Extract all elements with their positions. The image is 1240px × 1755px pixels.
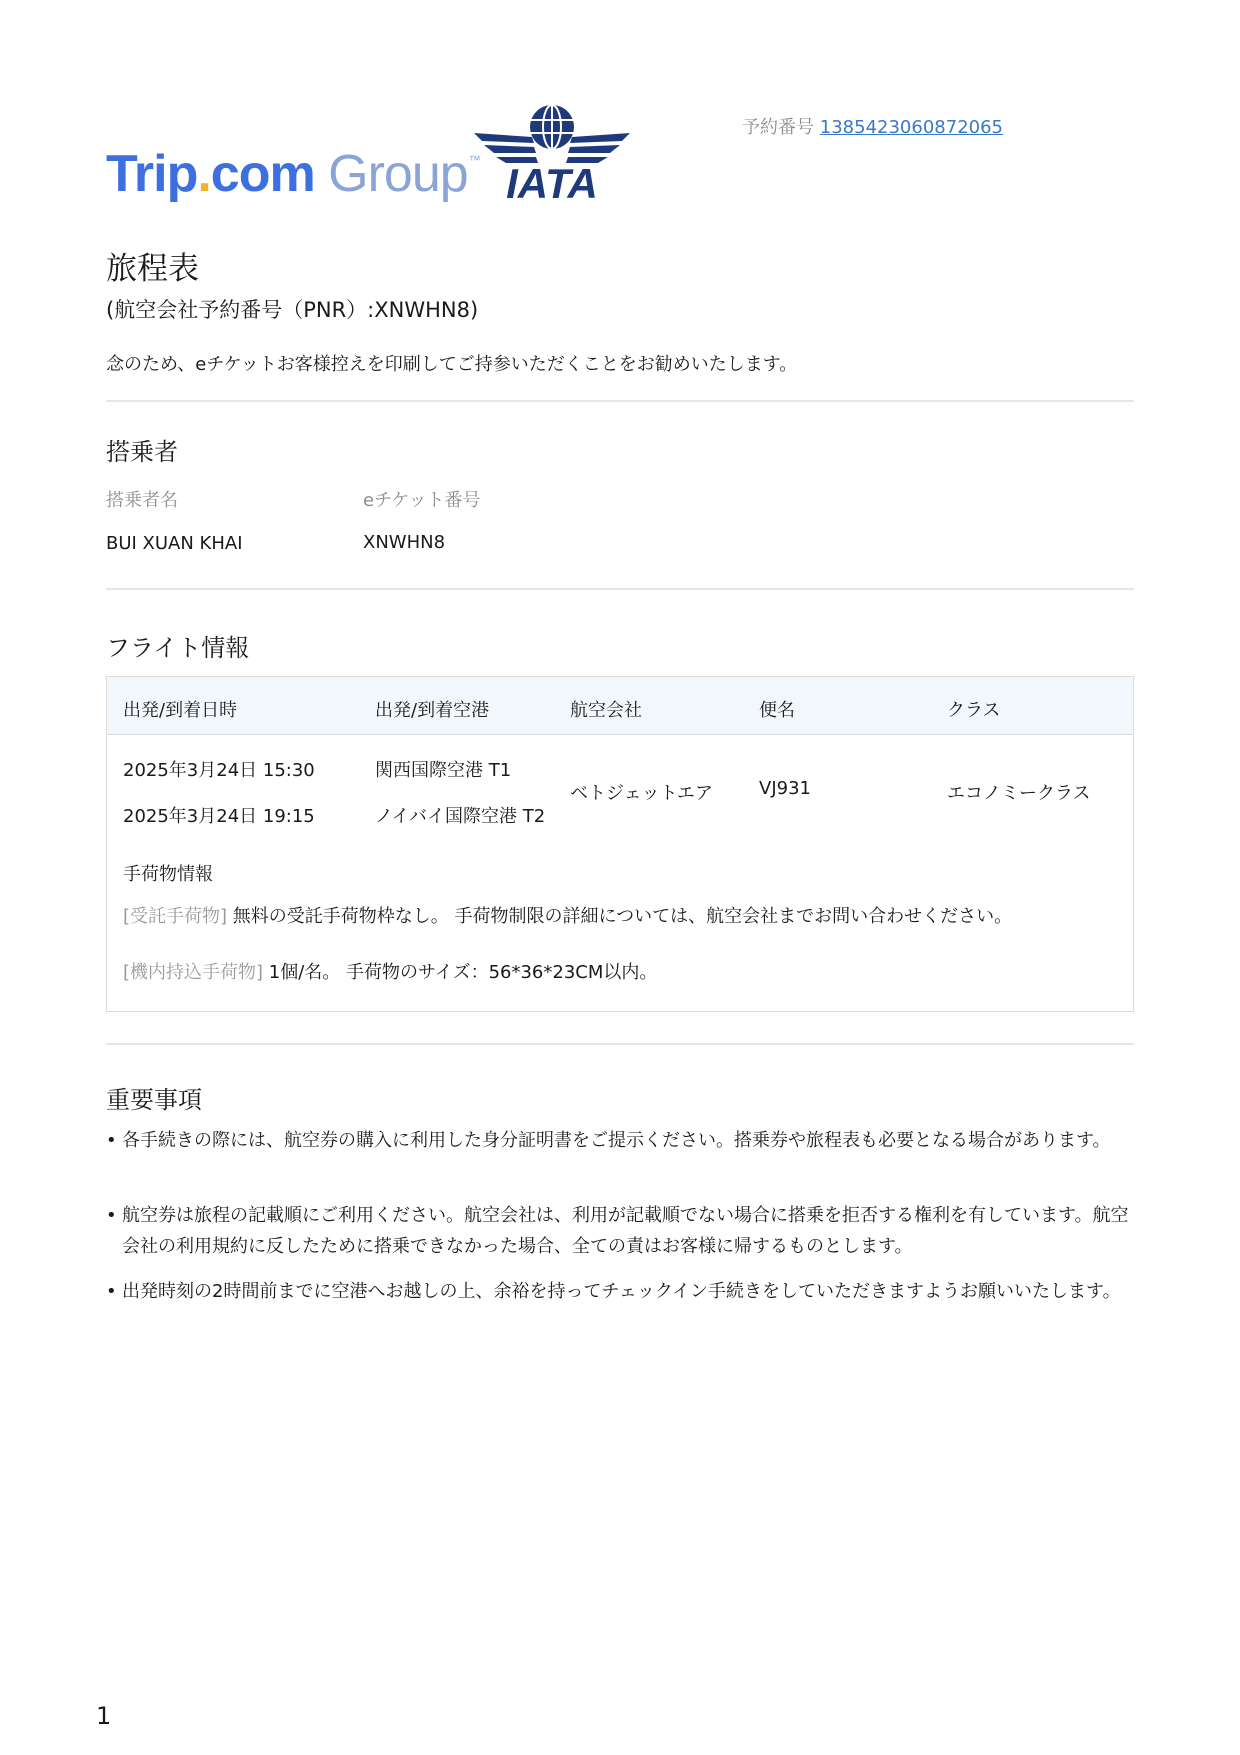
bullet: •	[106, 1281, 117, 1302]
important-note-1	[106, 1125, 1136, 1156]
svg-text:IATA: IATA	[506, 160, 598, 203]
iata-logo	[474, 103, 630, 203]
arrival-time: 2025年3月24日 19:15	[123, 806, 315, 827]
trip-com-group-logo: Trip.com Group™	[106, 145, 480, 203]
divider	[106, 400, 1134, 402]
arrival-airport: ノイバイ国際空港 T2	[375, 806, 546, 827]
departure-time: 2025年3月24日 15:30	[123, 760, 315, 781]
page-title: 旅程表	[106, 251, 199, 287]
important-note-text: 各手続きの際には、航空券の購入に利用した身分証明書をご提示ください。搭乗券や旅程表も必要となる場合があります。	[122, 1130, 1111, 1151]
carryon-baggage-label: [機内持込手荷物]	[123, 962, 264, 983]
baggage-heading: 手荷物情報	[123, 864, 213, 885]
col-airline: 航空会社	[570, 700, 642, 721]
carryon-baggage-text: 1個/名。 手荷物のサイズ：56*36*23CM以内。	[268, 962, 658, 983]
flight-table-header	[107, 677, 1133, 735]
bullet: •	[106, 1205, 117, 1226]
col-datetime: 出発/到着日時	[123, 700, 238, 721]
passenger-heading: 搭乗者	[106, 438, 178, 466]
booking-number-line	[742, 113, 1003, 139]
important-note-text: 航空券は旅程の記載順にご利用ください。航空会社は、利用が記載順でない場合に搭乗を拒否する権利を有しています。航空会社の利用規約に反したために搭乗できなかった場合、全ての責はお客様に帰するものとします。	[122, 1205, 1129, 1257]
col-flight-no: 便名	[759, 700, 795, 721]
col-class: クラス	[947, 700, 1001, 721]
checked-baggage-label: [受託手荷物]	[123, 906, 228, 927]
carryon-baggage-info	[123, 958, 657, 984]
passenger-name: BUI XUAN KHAI	[106, 533, 243, 554]
divider	[106, 588, 1134, 590]
cabin-class: エコノミークラス	[947, 783, 1091, 804]
airline-name: ベトジェットエア	[570, 783, 713, 804]
important-heading: 重要事項	[106, 1086, 202, 1114]
checked-baggage-text: 無料の受託手荷物枠なし。 手荷物制限の詳細については、航空会社までお問い合わせください。	[232, 906, 1013, 927]
important-note-2	[106, 1200, 1136, 1262]
eticket-number: XNWHN8	[363, 532, 446, 553]
departure-airport: 関西国際空港 T1	[375, 760, 512, 781]
flight-heading: フライト情報	[106, 634, 250, 662]
flight-table	[106, 676, 1134, 1012]
flight-number: VJ931	[759, 778, 811, 799]
checked-baggage-info	[123, 902, 1012, 928]
passenger-name-label: 搭乗者名	[106, 490, 178, 511]
eticket-number-label: eチケット番号	[363, 490, 481, 511]
divider	[106, 1043, 1134, 1045]
pnr-line: (航空会社予約番号（PNR）:XNWHN8)	[106, 298, 479, 322]
important-note-3	[106, 1276, 1136, 1307]
print-notice: 念のため、eチケットお客様控えを印刷してご持参いただくことをお勧めいたします。	[106, 354, 798, 375]
important-note-text: 出発時刻の2時間前までに空港へお越しの上、余裕を持ってチェックイン手続きをしていただきますようお願いいたします。	[122, 1281, 1121, 1302]
col-airport: 出発/到着空港	[375, 700, 490, 721]
page-number: 1	[96, 1702, 112, 1730]
bullet: •	[106, 1130, 117, 1151]
booking-number-link[interactable]: 1385423060872065	[819, 117, 1003, 138]
booking-number-label: 予約番号	[742, 117, 815, 138]
